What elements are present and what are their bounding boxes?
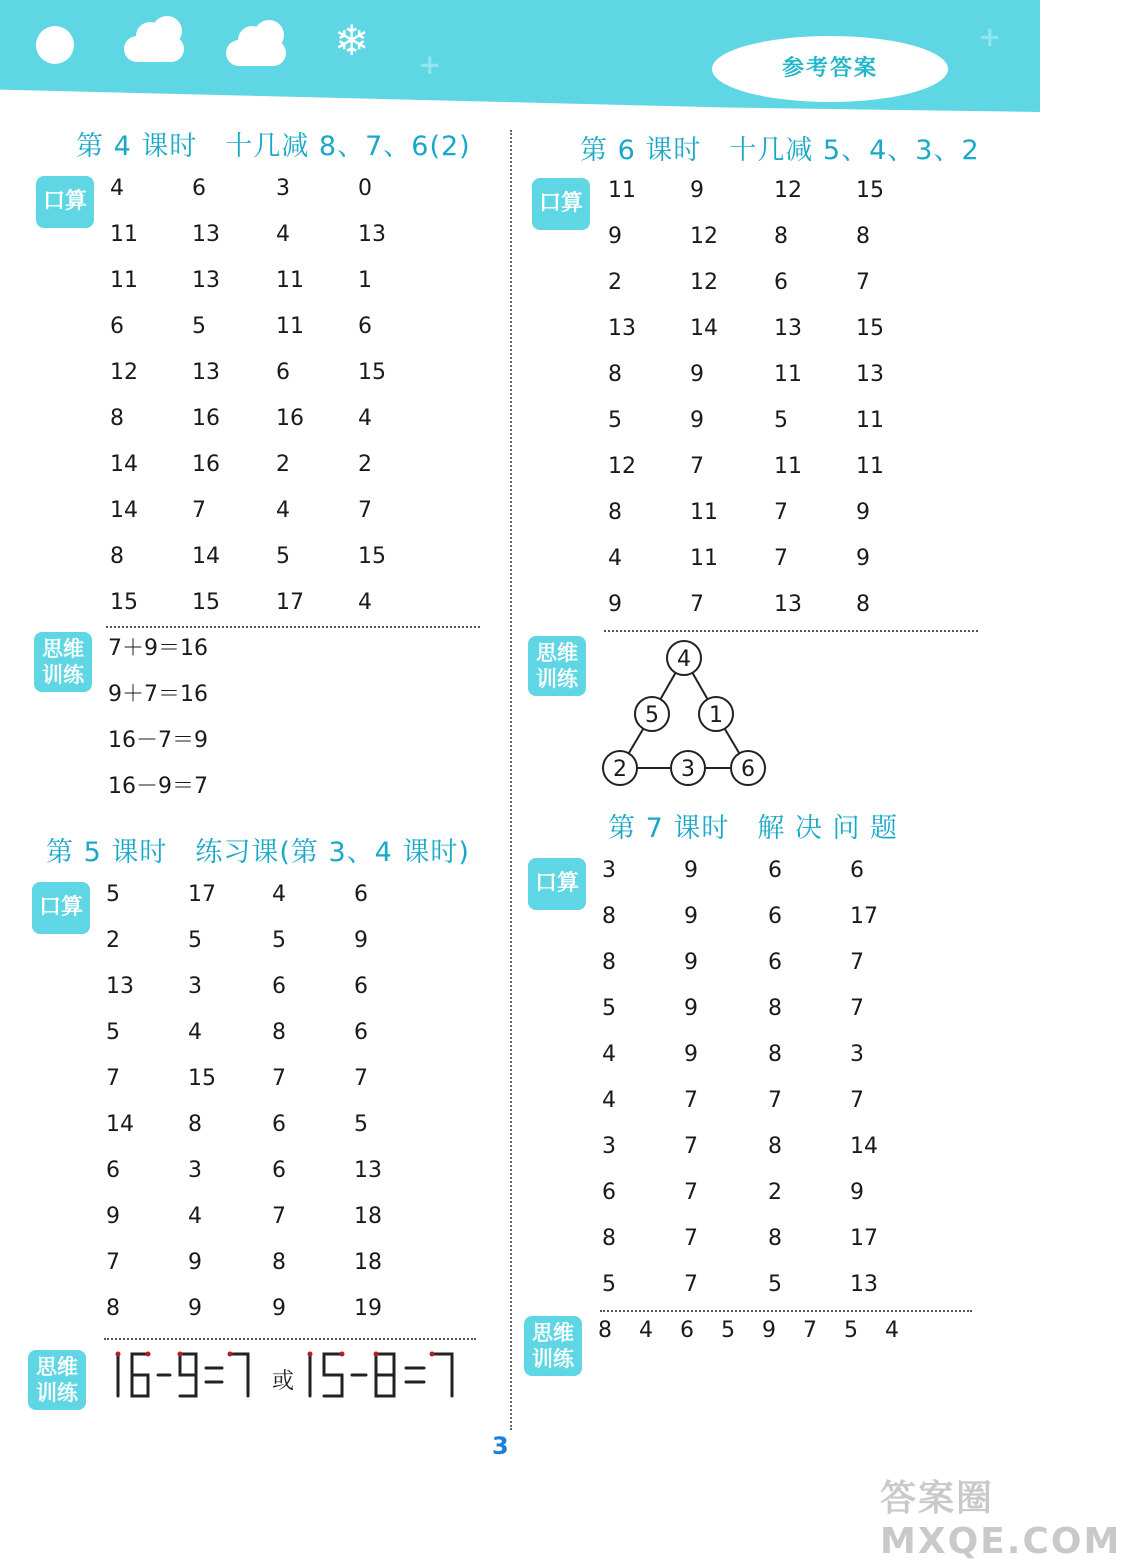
answer-cell: 4: [608, 546, 622, 571]
answer-cell: 3: [602, 1134, 616, 1159]
answer-cell: 7: [106, 1066, 120, 1091]
answer-cell: 13: [192, 222, 220, 247]
answer-cell: 7: [354, 1066, 368, 1091]
sequence-value: 6: [680, 1318, 694, 1343]
answer-cell: 2: [106, 928, 120, 953]
answer-cell: 8: [608, 500, 622, 525]
answer-cell: 12: [690, 270, 718, 295]
answer-cell: 4: [602, 1088, 616, 1113]
sequence-value: 5: [721, 1318, 735, 1343]
sun-icon: [36, 26, 74, 64]
answer-cell: 5: [188, 928, 202, 953]
answer-cell: 9: [354, 928, 368, 953]
answer-cell: 17: [276, 590, 304, 615]
oral-calc-badge: 口算: [528, 858, 586, 910]
badge-line: 训练: [42, 663, 84, 687]
answer-cell: 15: [358, 544, 386, 569]
answer-cell: 3: [188, 974, 202, 999]
answer-cell: 8: [768, 1134, 782, 1159]
badge-line: 思维: [42, 637, 84, 661]
answer-cell: 4: [358, 590, 372, 615]
answer-cell: 4: [188, 1020, 202, 1045]
answer-cell: 4: [110, 176, 124, 201]
answer-cell: 9: [856, 546, 870, 571]
answer-cell: 11: [110, 268, 138, 293]
equation: 16－7＝9: [108, 728, 208, 753]
dotted-separator: [600, 1310, 972, 1312]
or-text: 或: [272, 1369, 295, 1394]
answer-cell: 8: [768, 1226, 782, 1251]
answer-cell: 3: [850, 1042, 864, 1067]
answer-cell: 4: [188, 1204, 202, 1229]
answer-cell: 3: [602, 858, 616, 883]
answer-cell: 17: [850, 1226, 878, 1251]
answer-cell: 6: [774, 270, 788, 295]
answer-cell: 6: [358, 314, 372, 339]
answer-cell: 9: [106, 1204, 120, 1229]
plus-decoration-icon: +: [978, 20, 1002, 53]
answer-cell: 11: [690, 546, 718, 571]
triangle-mid-left-value: 5: [645, 703, 659, 728]
answer-cell: 7: [684, 1226, 698, 1251]
lesson4-title: 第 4 课时 十几减 8、7、6(2): [76, 131, 471, 162]
answer-cell: 9: [608, 224, 622, 249]
equation: 9＋7＝16: [108, 682, 208, 707]
column-divider: [510, 130, 512, 1430]
answer-cell: 3: [188, 1158, 202, 1183]
answer-cell: 9: [690, 178, 704, 203]
answer-cell: 8: [106, 1296, 120, 1321]
triangle-bottom-mid-value: 3: [681, 757, 695, 782]
answer-cell: 6: [850, 858, 864, 883]
answer-cell: 4: [276, 222, 290, 247]
answer-cell: 13: [856, 362, 884, 387]
equation: 7＋9＝16: [108, 636, 208, 661]
answer-cell: 9: [856, 500, 870, 525]
answer-cell: 5: [106, 882, 120, 907]
answer-cell: 9: [684, 904, 698, 929]
answer-cell: 7: [856, 270, 870, 295]
answer-cell: 14: [110, 452, 138, 477]
sequence-value: 4: [885, 1318, 899, 1343]
answer-cell: 7: [684, 1134, 698, 1159]
matchstick-equation-left: [110, 1350, 270, 1402]
answer-cell: 12: [690, 224, 718, 249]
answer-cell: 17: [188, 882, 216, 907]
answer-cell: 8: [768, 1042, 782, 1067]
answer-cell: 7: [850, 996, 864, 1021]
answer-cell: 15: [110, 590, 138, 615]
dotted-separator: [104, 1338, 476, 1340]
answer-cell: 0: [358, 176, 372, 201]
answer-cell: 3: [276, 176, 290, 201]
answer-cell: 8: [602, 950, 616, 975]
badge-line: 训练: [536, 667, 578, 691]
sequence-value: 8: [598, 1318, 612, 1343]
lesson5-answer-grid: [106, 880, 436, 1340]
answer-cell: 7: [272, 1066, 286, 1091]
answer-cell: 8: [856, 224, 870, 249]
answer-cell: 12: [774, 178, 802, 203]
answer-cell: 7: [850, 950, 864, 975]
answer-cell: 9: [188, 1296, 202, 1321]
lesson7-answer-grid: [602, 856, 932, 1316]
answer-cell: 9: [272, 1296, 286, 1321]
watermark-logo: 答案圈 MXQE.COM: [880, 1478, 1121, 1562]
answer-cell: 7: [272, 1204, 286, 1229]
answer-cell: 7: [358, 498, 372, 523]
answer-cell: 15: [856, 316, 884, 341]
answer-cell: 9: [690, 362, 704, 387]
answer-cell: 8: [272, 1020, 286, 1045]
oral-calc-badge: 口算: [36, 176, 94, 228]
answer-cell: 15: [188, 1066, 216, 1091]
answer-cell: 15: [856, 178, 884, 203]
triangle-top-value: 4: [677, 647, 691, 672]
answer-cell: 5: [272, 928, 286, 953]
answer-cell: 15: [358, 360, 386, 385]
answer-cell: 14: [192, 544, 220, 569]
answer-cell: 5: [276, 544, 290, 569]
answer-cell: 11: [608, 178, 636, 203]
answer-cell: 9: [188, 1250, 202, 1275]
badge-line: 训练: [532, 1347, 574, 1371]
equation: 16－9＝7: [108, 774, 208, 799]
answer-cell: 13: [354, 1158, 382, 1183]
lesson5-title: 第 5 课时 练习课(第 3、4 课时): [46, 837, 470, 868]
answer-cell: 4: [602, 1042, 616, 1067]
badge-line: 思维: [532, 1321, 574, 1345]
answer-cell: 6: [272, 1158, 286, 1183]
answer-cell: 6: [354, 974, 368, 999]
answer-cell: 13: [608, 316, 636, 341]
thinking-training-badge: [28, 1350, 86, 1410]
answer-cell: 8: [774, 224, 788, 249]
answer-cell: 9: [684, 950, 698, 975]
answer-cell: 9: [690, 408, 704, 433]
answer-cell: 8: [110, 544, 124, 569]
lesson6-title: 第 6 课时 十几减 5、4、3、2: [580, 135, 980, 166]
badge-line: 训练: [36, 1381, 78, 1405]
answer-cell: 2: [276, 452, 290, 477]
answer-cell: 13: [192, 268, 220, 293]
thinking-training-badge: [528, 636, 586, 696]
answer-cell: 11: [276, 268, 304, 293]
answer-cell: 11: [856, 408, 884, 433]
answer-cell: 7: [684, 1088, 698, 1113]
number-triangle-diagram: [596, 636, 776, 792]
answer-cell: 15: [192, 590, 220, 615]
answer-cell: 9: [850, 1180, 864, 1205]
answer-cell: 14: [110, 498, 138, 523]
answer-cell: 6: [768, 858, 782, 883]
answer-cell: 13: [358, 222, 386, 247]
answer-cell: 7: [774, 500, 788, 525]
answer-cell: 13: [774, 316, 802, 341]
lesson6-answer-grid: [608, 176, 938, 636]
answer-cell: 7: [774, 546, 788, 571]
answer-cell: 12: [110, 360, 138, 385]
answer-cell: 16: [276, 406, 304, 431]
answer-cell: 8: [272, 1250, 286, 1275]
answer-cell: 13: [192, 360, 220, 385]
answer-cell: 8: [188, 1112, 202, 1137]
answer-cell: 13: [850, 1272, 878, 1297]
answer-cell: 5: [192, 314, 206, 339]
answer-cell: 11: [774, 362, 802, 387]
answer-key-label: 参考答案: [712, 36, 948, 102]
sequence-value: 9: [762, 1318, 776, 1343]
answer-cell: 2: [768, 1180, 782, 1205]
answer-cell: 8: [110, 406, 124, 431]
answer-cell: 11: [276, 314, 304, 339]
triangle-bottom-right-value: 6: [741, 757, 755, 782]
answer-cell: 17: [850, 904, 878, 929]
answer-cell: 5: [602, 1272, 616, 1297]
answer-cell: 13: [106, 974, 134, 999]
answer-cell: 11: [690, 500, 718, 525]
badge-line: 思维: [536, 641, 578, 665]
sequence-value: 7: [803, 1318, 817, 1343]
answer-cell: 8: [768, 996, 782, 1021]
answer-cell: 14: [850, 1134, 878, 1159]
answer-cell: 6: [276, 360, 290, 385]
answer-cell: 8: [856, 592, 870, 617]
answer-cell: 2: [358, 452, 372, 477]
answer-cell: 6: [272, 1112, 286, 1137]
snowflake-icon: ❄: [334, 16, 370, 65]
answer-cell: 6: [110, 314, 124, 339]
answer-cell: 2: [608, 270, 622, 295]
answer-cell: 9: [684, 1042, 698, 1067]
answer-cell: 6: [354, 1020, 368, 1045]
answer-cell: 8: [602, 1226, 616, 1251]
triangle-bottom-left-value: 2: [613, 757, 627, 782]
thinking-training-badge: [34, 632, 92, 692]
answer-cell: 12: [608, 454, 636, 479]
answer-cell: 11: [774, 454, 802, 479]
answer-cell: 4: [276, 498, 290, 523]
oral-calc-badge: 口算: [532, 178, 590, 230]
answer-cell: 6: [272, 974, 286, 999]
answer-cell: 14: [106, 1112, 134, 1137]
answer-cell: 14: [690, 316, 718, 341]
answer-cell: 5: [768, 1272, 782, 1297]
sequence-value: 5: [844, 1318, 858, 1343]
answer-cell: 7: [690, 454, 704, 479]
answer-cell: 16: [192, 406, 220, 431]
answer-cell: 4: [358, 406, 372, 431]
answer-cell: 9: [608, 592, 622, 617]
plus-decoration-icon: +: [418, 48, 442, 81]
cloud-icon: [124, 36, 184, 62]
answer-cell: 7: [850, 1088, 864, 1113]
answer-cell: 5: [602, 996, 616, 1021]
oral-calc-badge: 口算: [32, 882, 90, 934]
rain-cloud-icon: [226, 40, 286, 66]
answer-cell: 18: [354, 1204, 382, 1229]
answer-cell: 7: [690, 592, 704, 617]
answer-cell: 5: [774, 408, 788, 433]
matchstick-equation-right: [302, 1350, 472, 1402]
thinking-training-badge: [524, 1316, 582, 1376]
answer-cell: 13: [774, 592, 802, 617]
answer-cell: 5: [608, 408, 622, 433]
answer-cell: 6: [354, 882, 368, 907]
answer-cell: 1: [358, 268, 372, 293]
answer-cell: 11: [856, 454, 884, 479]
answer-cell: 9: [684, 858, 698, 883]
answer-cell: 6: [192, 176, 206, 201]
sequence-value: 4: [639, 1318, 653, 1343]
answer-cell: 4: [272, 882, 286, 907]
answer-cell: 7: [684, 1272, 698, 1297]
dotted-separator: [106, 626, 480, 628]
answer-cell: 5: [106, 1020, 120, 1045]
answer-cell: 5: [354, 1112, 368, 1137]
lesson4-answer-grid: [110, 174, 440, 634]
answer-cell: 19: [354, 1296, 382, 1321]
answer-cell: 7: [192, 498, 206, 523]
answer-cell: 7: [106, 1250, 120, 1275]
answer-cell: 18: [354, 1250, 382, 1275]
lesson7-sequence: [598, 1318, 926, 1343]
badge-line: 思维: [36, 1355, 78, 1379]
triangle-mid-right-value: 1: [709, 703, 723, 728]
answer-cell: 6: [768, 950, 782, 975]
page-number: 3: [492, 1432, 509, 1460]
answer-cell: 6: [768, 904, 782, 929]
answer-cell: 7: [684, 1180, 698, 1205]
lesson7-title: 第 7 课时 解 决 问 题: [608, 813, 899, 844]
answer-cell: 6: [106, 1158, 120, 1183]
answer-cell: 8: [608, 362, 622, 387]
dotted-separator: [604, 630, 978, 632]
answer-cell: 8: [602, 904, 616, 929]
answer-cell: 11: [110, 222, 138, 247]
answer-cell: 9: [684, 996, 698, 1021]
answer-cell: 6: [602, 1180, 616, 1205]
answer-cell: 7: [768, 1088, 782, 1113]
answer-cell: 16: [192, 452, 220, 477]
